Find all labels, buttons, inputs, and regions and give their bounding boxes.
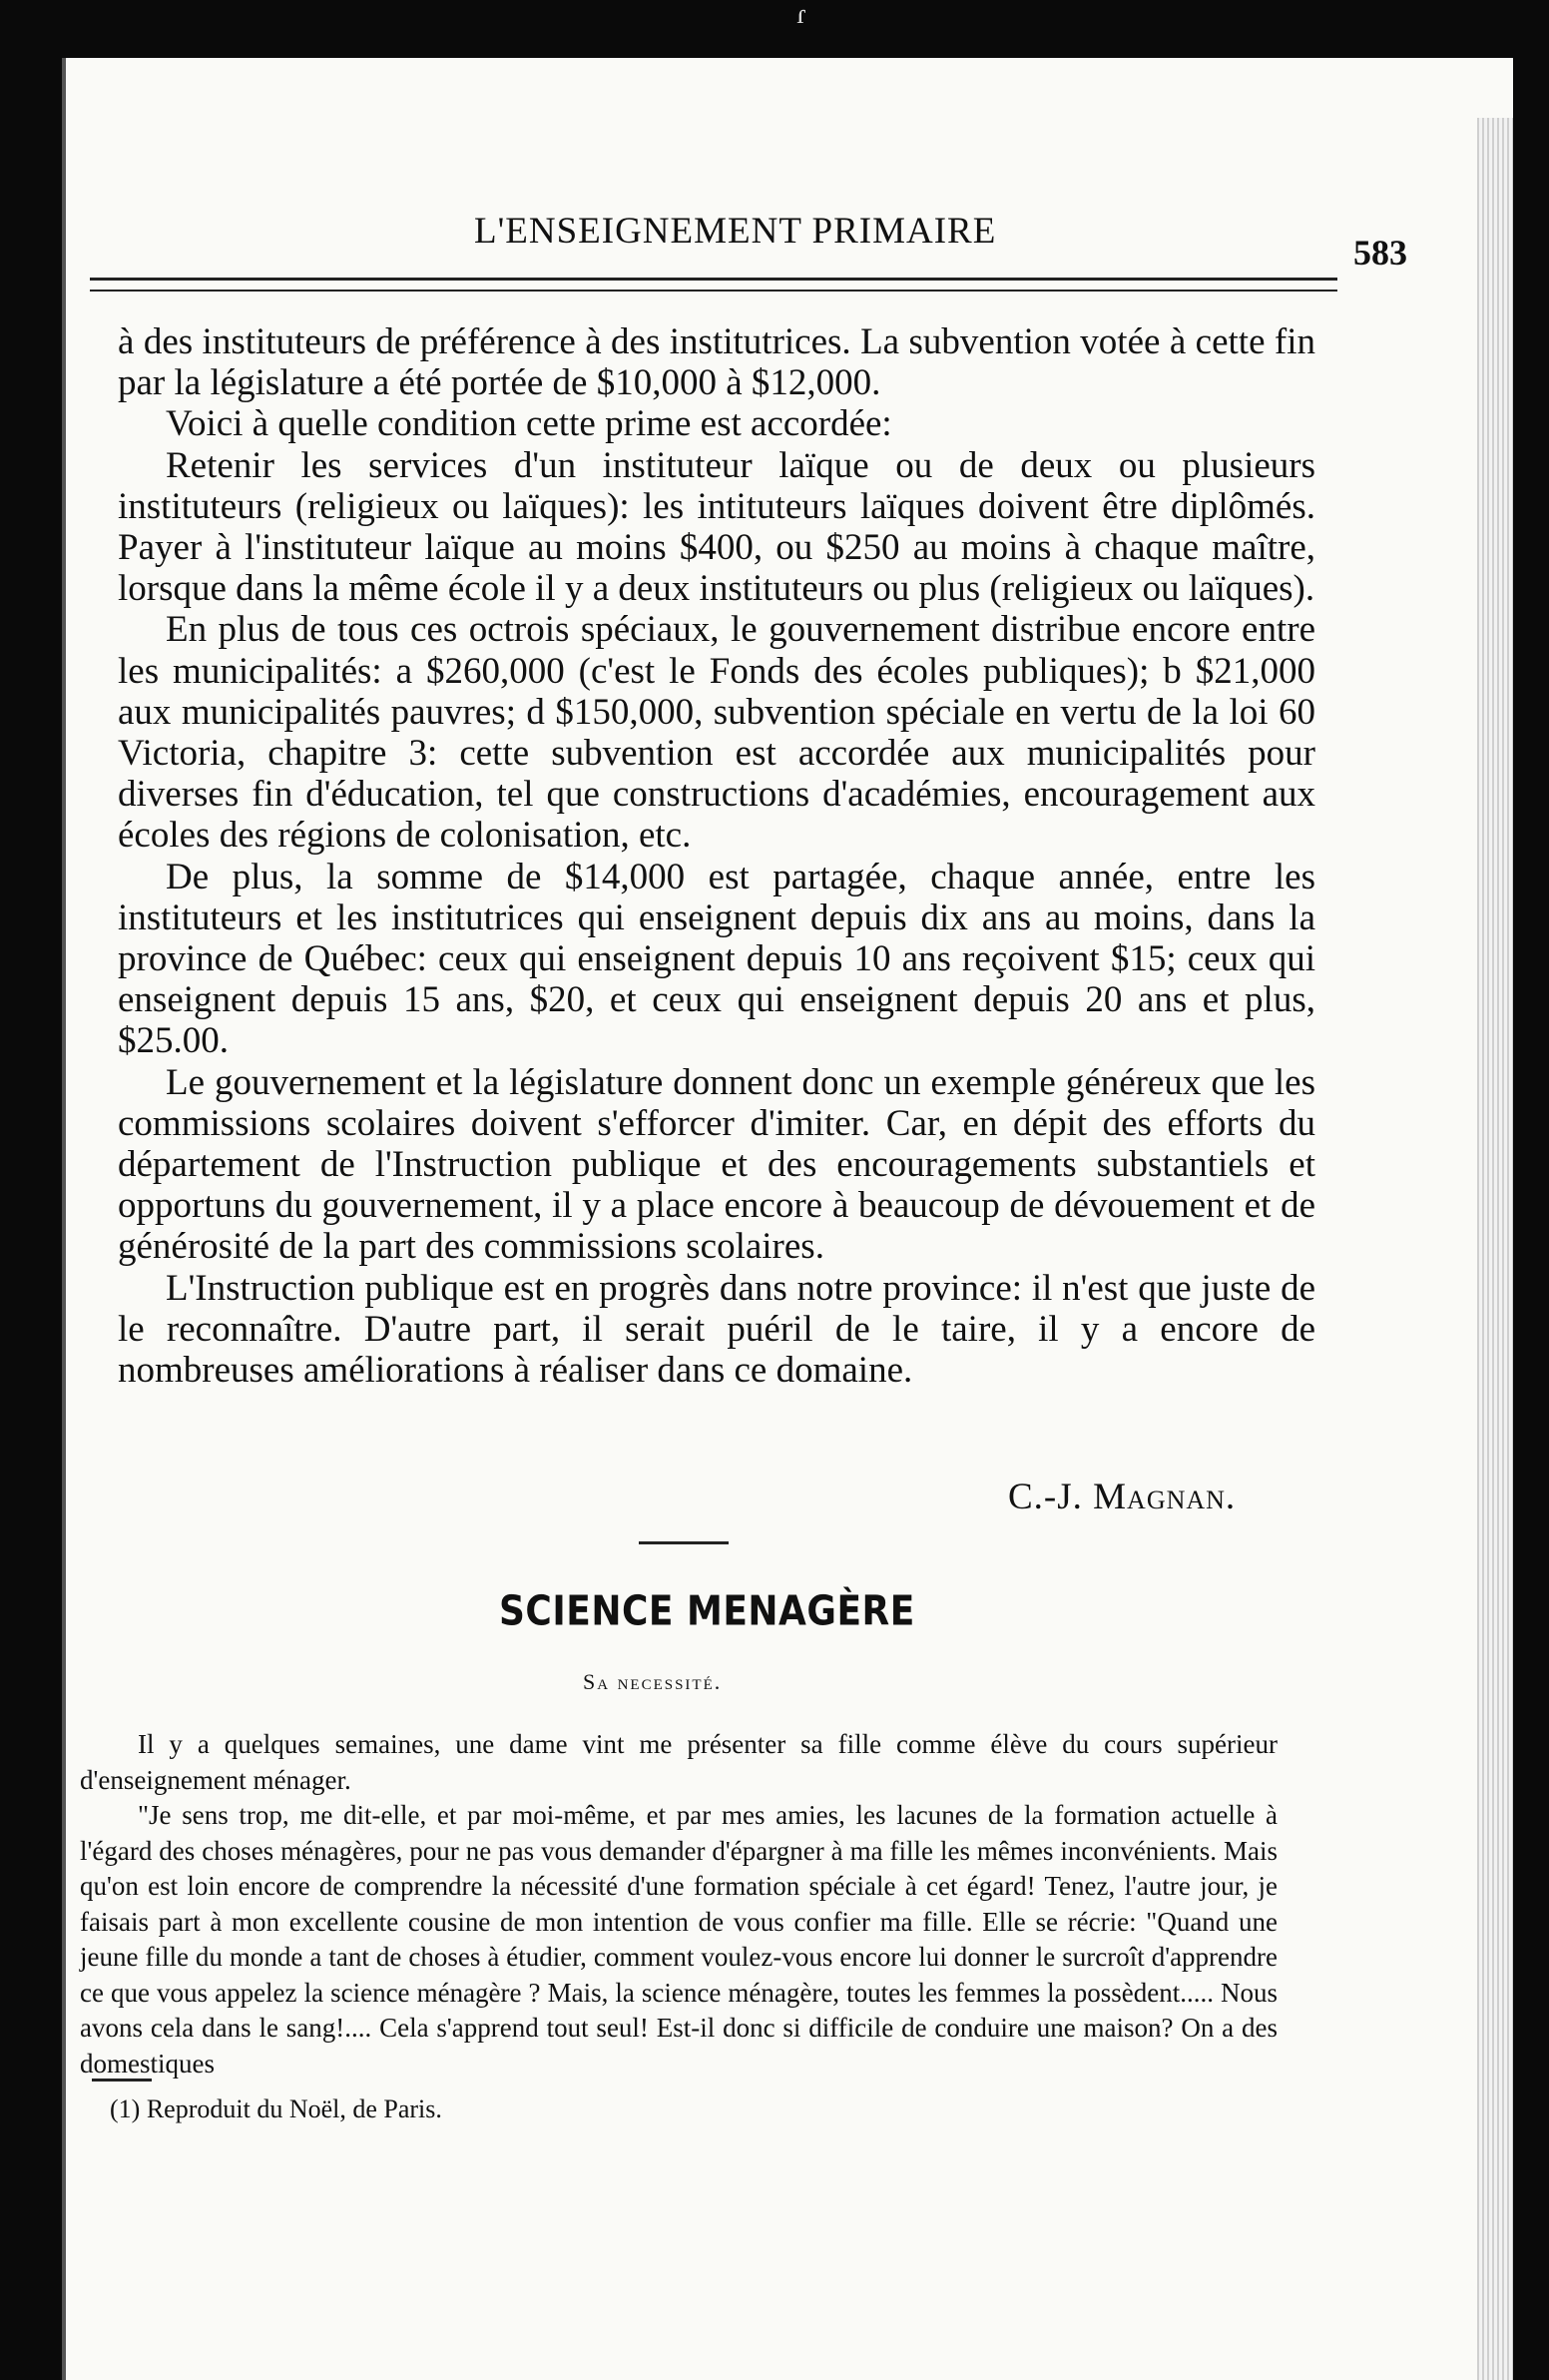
header-rule [90, 278, 1337, 292]
author-signature: C.-J. Magnan. [1008, 1477, 1237, 1517]
footnote-text: Reproduit du Noël, de Paris. [146, 2094, 442, 2123]
paragraph: à des instituteurs de préférence à des institutrices. La subvention votée à cette fin par la législature a été portée de $10,000 à $12,000. [118, 321, 1315, 404]
footnote-rule [92, 2079, 152, 2082]
footnote [110, 2094, 442, 2124]
footnote-marker: (1) [110, 2094, 141, 2123]
section-body [80, 1727, 1278, 2082]
paragraph: "Je sens trop, me dit-elle, et par moi-même, et par mes amies, les lacunes de la formation actuelle à l'égard des choses ménagères, pour ne pas vous demander d'épargner à ma fille les mêmes inconvénients. Mais qu'on est loin encore de comprendre la nécessité d'une formation spéciale à cet égard! Tenez, l'autre jour, je faisais part à mon excellente cousine de mon intention de vous confier ma fille. Elle se récrie: "Quand une jeune fille du monde a tant de choses à étudier, comment voulez-vous encore lui donner le surcroît d'apprendre ce que vous appelez la science ménagère ? Mais, la science ménagère, toutes les femmes la possèdent..... Nous avons cela dans le sang!.... Cela s'apprend tout seul! Est-il donc si difficile de conduire une maison? On a des domestiques [80, 1800, 1278, 2079]
paragraph: Voici à quelle condition cette prime est accordée: [166, 403, 892, 445]
section-subtitle: Sa necessité. [583, 1669, 723, 1694]
page-number: 583 [1353, 233, 1407, 273]
running-title: L'ENSEIGNEMENT PRIMAIRE [474, 211, 997, 252]
paragraph: Le gouvernement et la législature donnent donc un exemple généreux que les commissions scolaires doivent s'efforcer d'imiter. Car, en dépit des efforts du département de l'Instruction publique et des encouragements substantiels et opportuns du gouvernement, il y a place encore à beaucoup de dévouement et de générosité de la part des commissions scolaires. [118, 1061, 1315, 1268]
article-body [118, 321, 1315, 1391]
paragraph: De plus, la somme de $14,000 est partagée, chaque année, entre les instituteurs et les institutrices qui enseignent depuis dix ans au moins, dans la province de Québec: ceux qui enseignent depuis 10 ans reçoivent $15; ceux qui enseignent depuis 15 ans, $20, et ceux qui enseignent depuis 20 ans et plus, $25.00. [118, 856, 1315, 1062]
paragraph: Retenir les services d'un instituteur laïque ou de deux ou plusieurs instituteurs (religieux ou laïques): les intituteurs laïques doivent être diplômés. Payer à l'instituteur laïque au moins $400, ou $250 au moins à chaque maître, lorsque dans la même école il y a deux instituteurs ou plus (religieux ou laïques). [118, 444, 1315, 610]
section-divider [639, 1541, 729, 1544]
page-edge [1477, 118, 1513, 2380]
paragraph: Il y a quelques semaines, une dame vint me présenter sa fille comme élève du cours supérieur d'enseignement ménager. [80, 1729, 1278, 1795]
paragraph: En plus de tous ces octrois spéciaux, le gouvernement distribue encore entre les municipalités: a $260,000 (c'est le Fonds des écoles publiques); b $21,000 aux municipalités pauvres; d $150,000, subvention spéciale en vertu de la loi 60 Victoria, chapitre 3: cette subvention est accordée aux municipalités pour diverses fin d'éducation, tel que constructions d'académies, encouragement aux écoles des régions de colonisation, etc. [118, 609, 1315, 857]
scan-mark: ɾ [796, 0, 806, 30]
section-title: SCIENCE MENAGÈRE [499, 1587, 915, 1636]
page-header [110, 162, 1407, 273]
paragraph: L'Instruction publique est en progrès dans notre province: il n'est que juste de le reconnaître. D'autre part, il serait puéril de le taire, il y a encore de nombreuses améliorations à réaliser dans ce domaine. [118, 1267, 1315, 1392]
